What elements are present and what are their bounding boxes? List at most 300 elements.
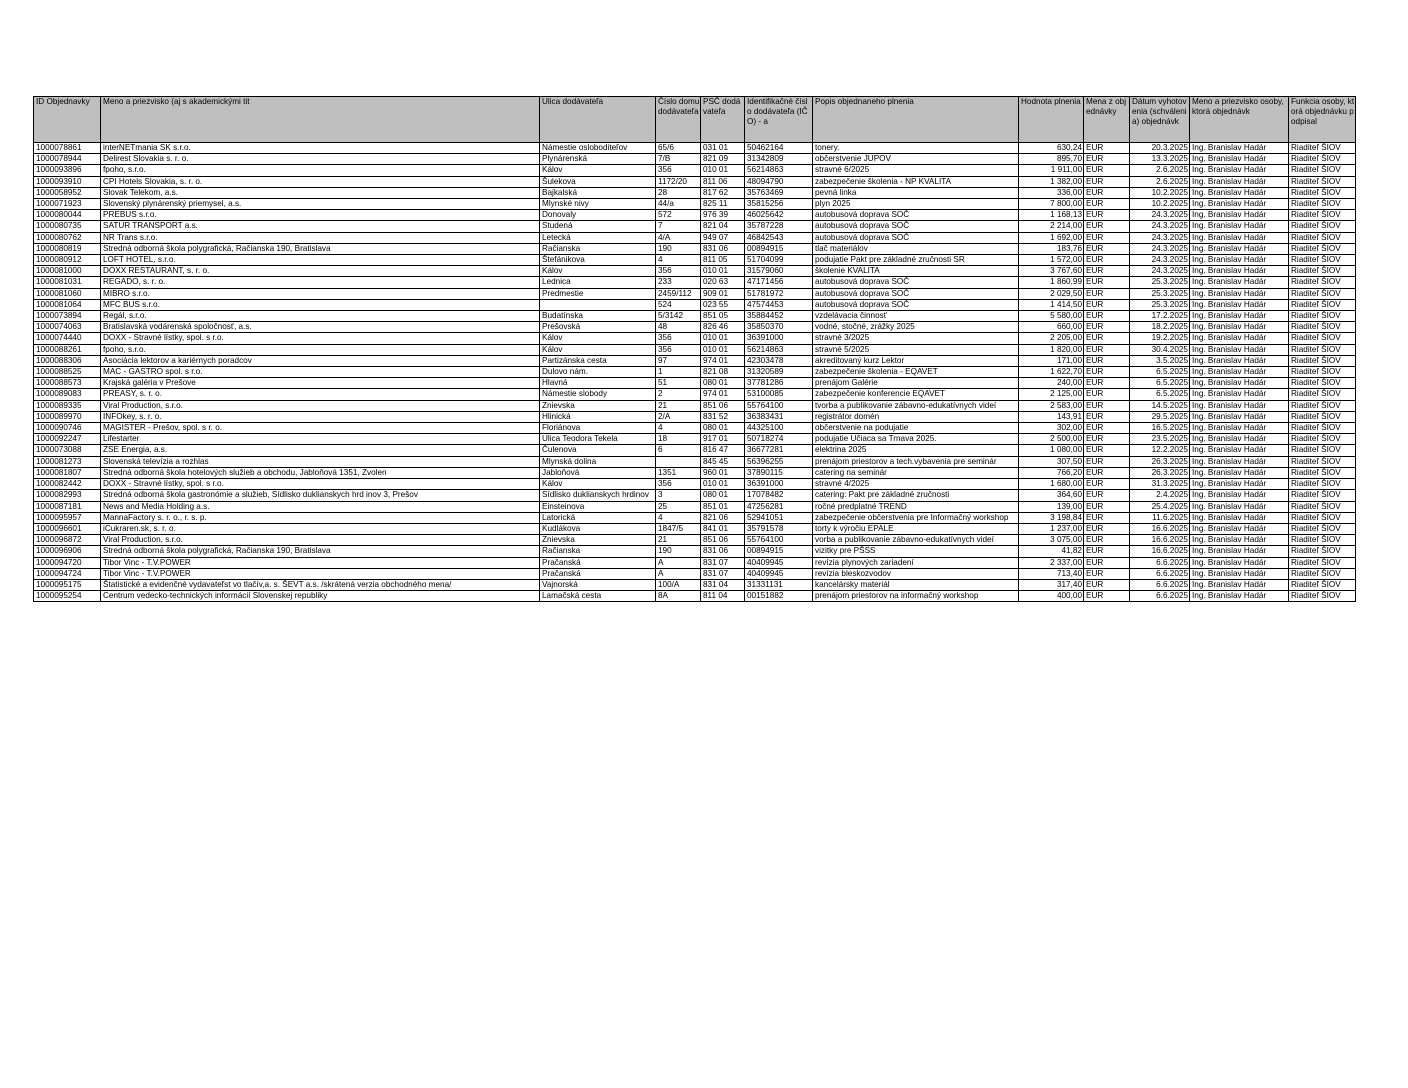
table-cell: tonery. [813, 143, 1019, 154]
table-cell: Ing. Branislav Hadár [1190, 199, 1289, 210]
table-cell: PREBUS s.r.o. [101, 210, 540, 221]
table-cell: Riaditeľ ŠIOV [1289, 288, 1356, 299]
table-cell: 6.6.2025 [1130, 591, 1190, 602]
table-cell: 023 55 [701, 299, 745, 310]
table-cell: 1000089970 [34, 411, 101, 422]
table-cell: 816 47 [701, 445, 745, 456]
table-cell: torty k výročiu EPALE [813, 523, 1019, 534]
table-cell: 3 767,60 [1019, 266, 1084, 277]
table-cell: stravné 4/2025 [813, 479, 1019, 490]
table-cell: stravné 5/2025 [813, 344, 1019, 355]
column-header: Mena z objednávky [1084, 97, 1130, 143]
table-cell: 56214863 [745, 344, 813, 355]
table-row [34, 423, 1356, 434]
table-row [34, 490, 1356, 501]
table-cell: autobusová doprava SOČ [813, 210, 1019, 221]
table-cell: 31331131 [745, 579, 813, 590]
table-cell: Riaditeľ ŠIOV [1289, 568, 1356, 579]
table-row [34, 355, 1356, 366]
table-cell: Lamačská cesta [540, 591, 656, 602]
table-cell: Riaditeľ ŠIOV [1289, 456, 1356, 467]
table-cell: Mlynská dolina [540, 456, 656, 467]
table-cell: Tibor Vinc - T.V.POWER [101, 557, 540, 568]
table-cell: 53100085 [745, 389, 813, 400]
table-cell: Plynárenská [540, 154, 656, 165]
table-cell: Donovaly [540, 210, 656, 221]
table-cell: DOXX - Stravné lístky, spol. s r.o. [101, 479, 540, 490]
table-cell: 364,60 [1019, 490, 1084, 501]
table-cell: A [656, 568, 701, 579]
table-cell: Riaditeľ ŠIOV [1289, 187, 1356, 198]
table-cell: 1000080762 [34, 232, 101, 243]
table-cell: Partizánska cesta [540, 355, 656, 366]
table-cell: 336,00 [1019, 187, 1084, 198]
table-cell: 1 622,70 [1019, 367, 1084, 378]
table-cell: interNETmania SK s.r.o. [101, 143, 540, 154]
table-cell: 1000096601 [34, 523, 101, 534]
table-cell: Ing. Branislav Hadár [1190, 277, 1289, 288]
table-cell: Predmestie [540, 288, 656, 299]
table-cell: Riaditeľ ŠIOV [1289, 221, 1356, 232]
table-cell: Riaditeľ ŠIOV [1289, 501, 1356, 512]
table-cell: MAGISTER - Prešov, spol. s r. o. [101, 423, 540, 434]
table-cell: 2 214,00 [1019, 221, 1084, 232]
table-cell: 25 [656, 501, 701, 512]
table-cell: EUR [1084, 434, 1130, 445]
table-cell: Riaditeľ ŠIOV [1289, 512, 1356, 523]
table-cell: 21 [656, 400, 701, 411]
table-cell: 16.6.2025 [1130, 546, 1190, 557]
column-header: Identifikačné číslo dodávateľa (IČO) - a [745, 97, 813, 143]
table-cell: Riaditeľ ŠIOV [1289, 299, 1356, 310]
table-cell: fpoho, s.r.o. [101, 165, 540, 176]
table-cell: 1 572,00 [1019, 255, 1084, 266]
table-cell: 356 [656, 266, 701, 277]
table-cell: Ing. Branislav Hadár [1190, 243, 1289, 254]
table-cell: 2 205,00 [1019, 333, 1084, 344]
table-cell: 47171456 [745, 277, 813, 288]
table-cell: Riaditeľ ŠIOV [1289, 165, 1356, 176]
table-cell: 1000080819 [34, 243, 101, 254]
table-cell: 183,76 [1019, 243, 1084, 254]
table-cell: EUR [1084, 232, 1130, 243]
table-cell: Riaditeľ ŠIOV [1289, 143, 1356, 154]
table-cell: stravné 6/2025 [813, 165, 1019, 176]
table-cell: EUR [1084, 154, 1130, 165]
table-cell: registrátor domén [813, 411, 1019, 422]
table-cell: vodné, stočné, zrážky 2025 [813, 322, 1019, 333]
column-header: Meno a priezvisko (aj s akademickými tit [101, 97, 540, 143]
table-cell: 831 06 [701, 243, 745, 254]
table-cell: Slovenský plynárenský priemysel, a.s. [101, 199, 540, 210]
table-cell: INFOkey, s. r. o. [101, 411, 540, 422]
table-cell: 356 [656, 479, 701, 490]
table-cell: 56396255 [745, 456, 813, 467]
table-row [34, 546, 1356, 557]
table-row [34, 221, 1356, 232]
table-cell: Stredná odborná škola hotelových služieb a obchodu, Jabloňová 1351, Zvolen [101, 467, 540, 478]
table-row [34, 288, 1356, 299]
table-cell: EUR [1084, 299, 1130, 310]
table-cell: MAC - GASTRO spol. s r.o. [101, 367, 540, 378]
table-cell: EUR [1084, 187, 1130, 198]
table-cell: 6.6.2025 [1130, 568, 1190, 579]
table-cell: Riaditeľ ŠIOV [1289, 367, 1356, 378]
table-cell: EUR [1084, 535, 1130, 546]
table-cell: 25.3.2025 [1130, 288, 1190, 299]
table-cell: 6.5.2025 [1130, 389, 1190, 400]
table-cell: 24.3.2025 [1130, 255, 1190, 266]
table-cell: 4 [656, 512, 701, 523]
table-cell: REGADO, s. r. o. [101, 277, 540, 288]
table-cell: 2/A [656, 411, 701, 422]
table-cell: 1 168,13 [1019, 210, 1084, 221]
table-cell: 821 04 [701, 221, 745, 232]
table-cell: autobusová doprava SOČ [813, 299, 1019, 310]
table-cell: 1000088261 [34, 344, 101, 355]
table-cell: EUR [1084, 199, 1130, 210]
table-cell: 080 01 [701, 423, 745, 434]
table-cell: Riaditeľ ŠIOV [1289, 199, 1356, 210]
table-cell: 1000074440 [34, 333, 101, 344]
table-cell: Ulica Teodora Tekela [540, 434, 656, 445]
table-cell: Viral Production, s.r.o. [101, 535, 540, 546]
table-row [34, 367, 1356, 378]
table-cell: 35884452 [745, 311, 813, 322]
table-cell: 20.3.2025 [1130, 143, 1190, 154]
table-cell: 51704099 [745, 255, 813, 266]
table-cell: 48 [656, 322, 701, 333]
table-cell: Ing. Branislav Hadár [1190, 367, 1289, 378]
table-cell: 1000089083 [34, 389, 101, 400]
table-cell: 44325100 [745, 423, 813, 434]
table-cell: Riaditeľ ŠIOV [1289, 277, 1356, 288]
table-cell: 36391000 [745, 333, 813, 344]
table-cell: 52941051 [745, 512, 813, 523]
table-cell: EUR [1084, 389, 1130, 400]
table-cell: EUR [1084, 277, 1130, 288]
table-cell: Znievska [540, 535, 656, 546]
table-cell: 1000081000 [34, 266, 101, 277]
table-cell: EUR [1084, 210, 1130, 221]
table-cell: 020 63 [701, 277, 745, 288]
table-cell: 18 [656, 434, 701, 445]
table-row [34, 199, 1356, 210]
table-cell: Ing. Branislav Hadár [1190, 423, 1289, 434]
table-cell: 8A [656, 591, 701, 602]
table-cell: EUR [1084, 367, 1130, 378]
table-cell: Ing. Branislav Hadár [1190, 299, 1289, 310]
table-cell: 1000095254 [34, 591, 101, 602]
table-cell: 1000074063 [34, 322, 101, 333]
table-cell: 139,00 [1019, 501, 1084, 512]
table-cell: 41,82 [1019, 546, 1084, 557]
table-cell: EUR [1084, 523, 1130, 534]
table-cell: Ing. Branislav Hadár [1190, 154, 1289, 165]
table-cell: 1000090746 [34, 423, 101, 434]
table-cell: školenie KVALITA [813, 266, 1019, 277]
table-cell: EUR [1084, 165, 1130, 176]
table-row [34, 210, 1356, 221]
table-cell [540, 299, 656, 310]
table-row [34, 523, 1356, 534]
table-cell: 29.5.2025 [1130, 411, 1190, 422]
table-cell: 42303478 [745, 355, 813, 366]
table-cell: EUR [1084, 344, 1130, 355]
table-cell: 24.3.2025 [1130, 232, 1190, 243]
table-cell: 50462164 [745, 143, 813, 154]
table-cell: 302,00 [1019, 423, 1084, 434]
table-cell: 47256281 [745, 501, 813, 512]
table-cell: revízia plynových zariadení [813, 557, 1019, 568]
table-cell: Slovenská televízia a rozhlas [101, 456, 540, 467]
table-cell: 00151882 [745, 591, 813, 602]
table-cell: 811 06 [701, 176, 745, 187]
table-cell: Dulovo nám. [540, 367, 656, 378]
table-cell: 25.3.2025 [1130, 277, 1190, 288]
table-cell: 1 237,00 [1019, 523, 1084, 534]
table-cell: EUR [1084, 591, 1130, 602]
table-cell: 00894915 [745, 546, 813, 557]
table-cell: Riaditeľ ŠIOV [1289, 467, 1356, 478]
table-cell: vizitky pre PŠSS [813, 546, 1019, 557]
table-cell: 2459/112 [656, 288, 701, 299]
table-row [34, 311, 1356, 322]
table-cell: 811 05 [701, 255, 745, 266]
table-cell: Štefánikova [540, 255, 656, 266]
table-cell: Ing. Branislav Hadár [1190, 467, 1289, 478]
table-cell: 51781972 [745, 288, 813, 299]
table-cell: 5 580,00 [1019, 311, 1084, 322]
table-cell: EUR [1084, 355, 1130, 366]
table-cell: 40409945 [745, 568, 813, 579]
table-cell: 1000080044 [34, 210, 101, 221]
table-cell: 00894915 [745, 243, 813, 254]
table-cell: 317,40 [1019, 579, 1084, 590]
table-cell: 821 09 [701, 154, 745, 165]
table-cell: Ing. Branislav Hadár [1190, 311, 1289, 322]
table-cell: Ing. Branislav Hadár [1190, 579, 1289, 590]
table-cell: 2.4.2025 [1130, 490, 1190, 501]
table-cell: 1000080912 [34, 255, 101, 266]
table-cell: 010 01 [701, 333, 745, 344]
table-cell: EUR [1084, 568, 1130, 579]
table-cell: Regál, s.r.o. [101, 311, 540, 322]
table-row [34, 165, 1356, 176]
table-cell: 31579060 [745, 266, 813, 277]
table-cell: 851 05 [701, 311, 745, 322]
table-cell: Prešovská [540, 322, 656, 333]
table-row [34, 176, 1356, 187]
table-cell: 1351 [656, 467, 701, 478]
table-cell: akreditovaný kurz Lektor [813, 355, 1019, 366]
table-cell: MannaFactory s. r. o., r. s. p. [101, 512, 540, 523]
table-cell: Ing. Branislav Hadár [1190, 568, 1289, 579]
table-cell: 240,00 [1019, 378, 1084, 389]
table-cell: Studená [540, 221, 656, 232]
table-cell: 356 [656, 333, 701, 344]
table-cell: 1000088306 [34, 355, 101, 366]
table-cell: EUR [1084, 467, 1130, 478]
table-cell: zabezpečenie školenia - EQAVET [813, 367, 1019, 378]
table-row [34, 445, 1356, 456]
table-cell: 24.3.2025 [1130, 221, 1190, 232]
table-cell: Riaditeľ ŠIOV [1289, 355, 1356, 366]
table-cell: Riaditeľ ŠIOV [1289, 154, 1356, 165]
table-cell: 12.2.2025 [1130, 445, 1190, 456]
table-cell: 825 11 [701, 199, 745, 210]
table-cell: EUR [1084, 333, 1130, 344]
table-cell: EUR [1084, 456, 1130, 467]
table-cell: Račianska [540, 243, 656, 254]
table-cell: 18.2.2025 [1130, 322, 1190, 333]
table-row [34, 154, 1356, 165]
table-cell: Centrum vedecko-technických informácií Slovenskej republiky [101, 591, 540, 602]
table-cell: 3 198,84 [1019, 512, 1084, 523]
table-cell: 25.3.2025 [1130, 299, 1190, 310]
column-header: Popis objednaneho plnenia [813, 97, 1019, 143]
table-cell: Kálov [540, 333, 656, 344]
table-cell: 4 [656, 423, 701, 434]
table-cell: Hlavná [540, 378, 656, 389]
table-cell: 826 46 [701, 322, 745, 333]
table-cell: občerstvenie JUPOV [813, 154, 1019, 165]
column-header: ID Objednavky [34, 97, 101, 143]
table-cell: 143,91 [1019, 411, 1084, 422]
table-cell: Ing. Branislav Hadár [1190, 591, 1289, 602]
table-cell: 10.2.2025 [1130, 199, 1190, 210]
table-cell: 010 01 [701, 479, 745, 490]
table-cell: 1 860,99 [1019, 277, 1084, 288]
table-cell: 48094790 [745, 176, 813, 187]
table-row [34, 579, 1356, 590]
table-cell: vorba a publikovanie zábavno-edukatívnych videí [813, 535, 1019, 546]
table-cell [656, 456, 701, 467]
table-cell: Ing. Branislav Hadár [1190, 546, 1289, 557]
table-cell: 30.4.2025 [1130, 344, 1190, 355]
table-cell: 11.6.2025 [1130, 512, 1190, 523]
table-cell: 1000081807 [34, 467, 101, 478]
table-cell: 6.6.2025 [1130, 579, 1190, 590]
table-cell: 17.2.2025 [1130, 311, 1190, 322]
table-cell: 400,00 [1019, 591, 1084, 602]
table-cell: Viral Production, s.r.o. [101, 400, 540, 411]
table-cell: EUR [1084, 143, 1130, 154]
table-cell: Riaditeľ ŠIOV [1289, 535, 1356, 546]
table-cell: 17078482 [745, 490, 813, 501]
table-cell: 25.4.2025 [1130, 501, 1190, 512]
table-cell: EUR [1084, 546, 1130, 557]
table-cell: Ing. Branislav Hadár [1190, 512, 1289, 523]
table-row [34, 243, 1356, 254]
table-cell: Pračanská [540, 568, 656, 579]
table-cell: Znievska [540, 400, 656, 411]
table-cell: 080 01 [701, 378, 745, 389]
table-row [34, 591, 1356, 602]
table-cell: EUR [1084, 423, 1130, 434]
table-cell: 3 [656, 490, 701, 501]
table-cell: 40409945 [745, 557, 813, 568]
table-cell: 1000078861 [34, 143, 101, 154]
table-cell: 13.3.2025 [1130, 154, 1190, 165]
table-cell: 2 583,00 [1019, 400, 1084, 411]
table-cell: 16.6.2025 [1130, 523, 1190, 534]
table-row [34, 232, 1356, 243]
table-cell: 010 01 [701, 165, 745, 176]
table-cell: Šulekova [540, 176, 656, 187]
table-cell: Ing. Branislav Hadár [1190, 434, 1289, 445]
table-cell: DOXX - Stravné lístky, spol. s r.o. [101, 333, 540, 344]
table-cell: 974 01 [701, 355, 745, 366]
table-cell: 1 680,00 [1019, 479, 1084, 490]
table-cell: 35815256 [745, 199, 813, 210]
table-row [34, 400, 1356, 411]
table-cell: Ing. Branislav Hadár [1190, 389, 1289, 400]
table-cell: 97 [656, 355, 701, 366]
table-body [34, 143, 1356, 602]
table-cell: Ing. Branislav Hadár [1190, 411, 1289, 422]
table-row [34, 344, 1356, 355]
table-cell: Riaditeľ ŠIOV [1289, 445, 1356, 456]
table-cell: 811 04 [701, 591, 745, 602]
table-cell: 7/B [656, 154, 701, 165]
table-cell: autobusová doprava SOČ [813, 232, 1019, 243]
table-cell: 1000082442 [34, 479, 101, 490]
table-cell: 831 52 [701, 411, 745, 422]
table-cell: 7 [656, 221, 701, 232]
table-cell: Riaditeľ ŠIOV [1289, 579, 1356, 590]
table-cell: fpoho, s.r.o. [101, 344, 540, 355]
table-row [34, 434, 1356, 445]
table-cell: zabezpečenie školenia - NP KVALITA [813, 176, 1019, 187]
table-cell: 1 [656, 367, 701, 378]
table-cell: 35763469 [745, 187, 813, 198]
table-cell: 23.5.2025 [1130, 434, 1190, 445]
table-cell: prenájom Galérie [813, 378, 1019, 389]
table-cell: 1 692,00 [1019, 232, 1084, 243]
table-row [34, 568, 1356, 579]
table-cell: 46842543 [745, 232, 813, 243]
table-cell: EUR [1084, 378, 1130, 389]
table-cell: zabezpečenie občerstvenia pre Informačný workshop [813, 512, 1019, 523]
table-cell: 356 [656, 165, 701, 176]
table-cell: revízia bleskozvodov [813, 568, 1019, 579]
table-cell: 5/3142 [656, 311, 701, 322]
table-cell: 1000073894 [34, 311, 101, 322]
table-cell: Riaditeľ ŠIOV [1289, 423, 1356, 434]
table-cell: 21 [656, 535, 701, 546]
table-cell: 24.3.2025 [1130, 210, 1190, 221]
table-cell: 19.2.2025 [1130, 333, 1190, 344]
table-cell: Riaditeľ ŠIOV [1289, 176, 1356, 187]
table-cell: 31342809 [745, 154, 813, 165]
table-cell: tlač materiálov [813, 243, 1019, 254]
table-cell: NR Trans s.r.o. [101, 232, 540, 243]
table-cell: Ing. Branislav Hadár [1190, 176, 1289, 187]
table-cell: Ing. Branislav Hadár [1190, 523, 1289, 534]
table-cell: Riaditeľ ŠIOV [1289, 557, 1356, 568]
table-cell: EUR [1084, 266, 1130, 277]
table-cell: 1000073088 [34, 445, 101, 456]
table-cell: 31320589 [745, 367, 813, 378]
table-cell: 831 04 [701, 579, 745, 590]
table-cell: Vajnorská [540, 579, 656, 590]
table-row [34, 512, 1356, 523]
table-cell: Riaditeľ ŠIOV [1289, 546, 1356, 557]
table-cell: Ing. Branislav Hadár [1190, 456, 1289, 467]
table-cell: LOFT HOTEL, s.r.o. [101, 255, 540, 266]
table-cell: Riaditeľ ŠIOV [1289, 434, 1356, 445]
